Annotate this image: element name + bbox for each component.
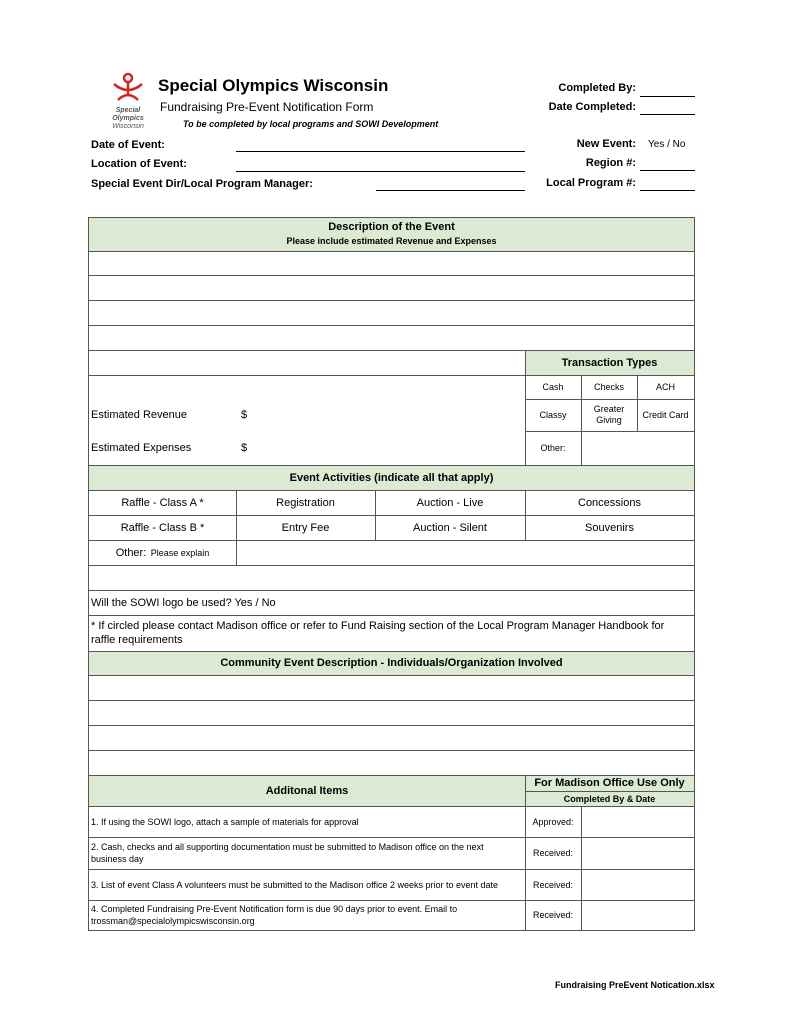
estimated-expenses-label: Estimated Expenses [91,442,192,454]
status-approved: Approved: [532,816,574,827]
activity-raffle-b[interactable]: Raffle - Class B * [120,521,205,534]
activity-other-note: Please explain [150,547,210,558]
transaction-classy[interactable]: Classy [539,410,567,420]
form-table [88,217,695,931]
logo-text-wisconsin: Wisconsin [112,123,144,130]
activity-concessions[interactable]: Concessions [578,496,641,509]
logo-text-olympics: Olympics [112,115,144,122]
manager-field[interactable] [376,190,525,191]
estimated-expenses-currency: $ [241,442,248,454]
transaction-checks[interactable]: Checks [593,382,624,392]
date-completed-field[interactable] [640,114,695,115]
location-of-event-label: Location of Event: [91,158,187,170]
local-program-field[interactable] [640,190,695,191]
estimated-revenue-currency: $ [241,409,248,421]
date-of-event-field[interactable] [236,151,525,152]
special-olympics-emblem-icon [104,70,152,104]
event-activities-title: Event Activities (indicate all that apply) [289,471,494,484]
region-label: Region #: [585,157,636,169]
office-use-title: For Madison Office Use Only [534,777,685,789]
transaction-ach[interactable]: ACH [655,382,675,392]
activity-entry-fee[interactable]: Entry Fee [281,521,330,534]
activity-other-label: Other: [115,546,147,559]
additional-item-2: 2. Cash, checks and all supporting documentation must be submitted to Madison office on the next business day [91,842,484,864]
activity-other [89,540,236,565]
raffle-note: * If circled please contact Madison office or refer to Fund Raising section of the Local Program Manager Handbook for raffle requirements [91,620,665,646]
new-event-label: New Event: [576,138,636,150]
local-program-label: Local Program #: [546,177,636,189]
manager-label: Special Event Dir/Local Program Manager: [91,178,313,190]
activity-auction-live[interactable]: Auction - Live [416,496,484,509]
description-subtitle: Please include estimated Revenue and Expenses [286,236,497,246]
activity-registration[interactable]: Registration [276,496,335,509]
status-received-2: Received: [532,879,574,890]
date-of-event-label: Date of Event: [91,139,165,151]
estimated-revenue-label: Estimated Revenue [91,409,187,421]
additional-item-4: 4. Completed Fundraising Pre-Event Notification form is due 90 days prior to event. Email to trossman@specialolympicswisconsin.org [91,904,458,926]
form-subtitle: Fundraising Pre-Event Notification Form [160,100,374,114]
location-of-event-field[interactable] [236,171,525,172]
community-title: Community Event Description - Individuals/Organization Involved [220,657,563,669]
footer-filename: Fundraising PreEvent Notication.xlsx [555,980,715,990]
activity-raffle-a[interactable]: Raffle - Class A * [121,496,204,509]
additional-item-3: 3. List of event Class A volunteers must be submitted to the Madison office 2 weeks prior to event date [91,879,499,890]
transaction-other-label: Other: [540,443,566,453]
transaction-credit-card[interactable]: Credit Card [642,410,689,420]
status-received-1: Received: [532,848,574,858]
transaction-cash[interactable]: Cash [542,382,564,392]
activity-auction-silent[interactable]: Auction - Silent [413,521,487,534]
additional-item-1: 1. If using the SOWI logo, attach a sample of materials for approval [91,816,359,827]
additional-items-title: Additonal Items [265,784,349,797]
form-note: To be completed by local programs and SOWI Development [183,119,439,129]
transaction-greater-giving[interactable]: Greater Giving [593,404,625,425]
status-received-3: Received: [532,910,574,920]
completed-by-field[interactable] [640,96,695,97]
description-title: Description of the Event [328,221,455,233]
region-field[interactable] [640,170,695,171]
completed-by-label: Completed By: [558,82,636,94]
form-title: Special Olympics Wisconsin [158,76,389,95]
activity-souvenirs[interactable]: Souvenirs [585,521,634,534]
logo-question: Will the SOWI logo be used? Yes / No [91,596,276,609]
special-olympics-logo [104,70,152,130]
office-use-subtitle: Completed By & Date [563,793,656,804]
new-event-yes-no[interactable]: Yes / No [648,139,686,150]
logo-text-special: Special [115,107,141,114]
transaction-types-title: Transaction Types [561,356,658,369]
date-completed-label: Date Completed: [548,101,636,113]
